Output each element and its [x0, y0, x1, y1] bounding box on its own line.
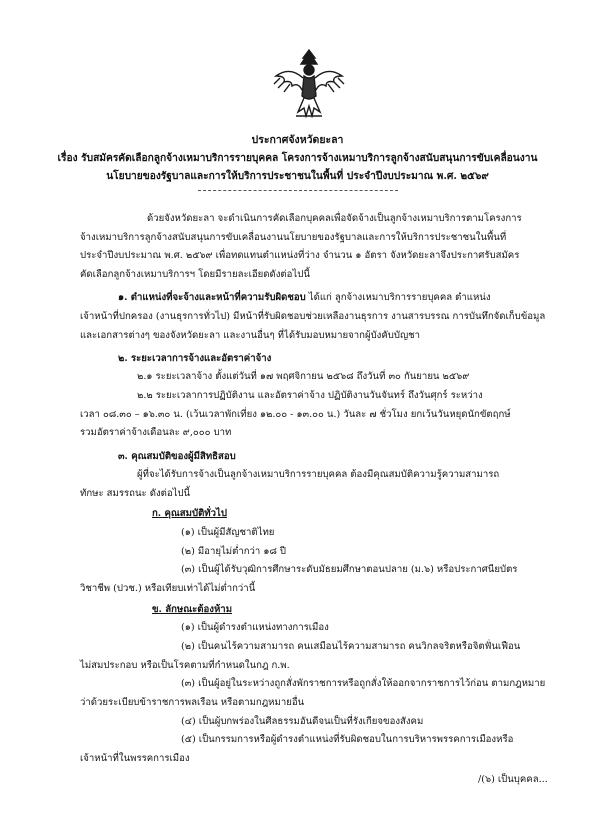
section-1-line-1-rest: ได้แก่ ลูกจ้างเหมาบริการรายบุคคล ตำแหน่ง	[305, 292, 491, 304]
intro-line-4: คัดเลือกลูกจ้างเหมาบริการฯ โดยมีรายละเอียดดังต่อไปนี้	[80, 269, 310, 281]
section-3-intro-line-1: ผู้ที่จะได้รับการจ้างเป็นลูกจ้างเหมาบริการรายบุคคล ต้องมีคุณสมบัติความรู้ความสามารถ	[137, 469, 500, 481]
section-2-item-2-line-3: รวมอัตราค่าจ้างเดือนละ ๙,๐๐๐ บาท	[80, 427, 232, 439]
intro-line-3: ประจำปีงบประมาณ พ.ศ. ๒๕๖๙ เพื่อทดแทนตำแหน่งที่ว่าง จำนวน ๑ อัตรา จังหวัดยะลาจึงประกาศรับสมัคร	[80, 250, 520, 262]
section-2-heading: ๒. ระยะเวลาการจ้างและอัตราค่าจ้าง	[118, 352, 272, 364]
intro-line-2: จ้างเหมาบริการลูกจ้างสนับสนุนการขับเคลื่อนงานนโยบายของรัฐบาลและการให้บริการประชาชนในพื้นที่	[80, 231, 507, 243]
section-1-heading: ๑. ตำแหน่งที่จะจ้างและหน้าที่ความรับผิดชอบ	[118, 292, 306, 304]
prohibition-item-5-cont: เจ้าหน้าที่ในพรรคการเมือง	[80, 753, 190, 764]
document-title: ประกาศจังหวัดยะลา	[251, 134, 344, 146]
qualification-item-2: (๒) มีอายุไม่ต่ำกว่า ๑๘ ปี	[181, 545, 286, 557]
subject-line-2: นโยบายของรัฐบาลและการให้บริการประชาชนในพื้นที่ ประจำปีงบประมาณ พ.ศ. ๒๕๖๙	[106, 170, 489, 182]
section-3-heading: ๓. คุณสมบัติของผู้มีสิทธิสอบ	[118, 450, 236, 462]
prohibitions-heading: ข. ลักษณะต้องห้าม	[152, 603, 233, 615]
section-1-line-2: เจ้าหน้าที่ปกครอง (งานธุรการทั่วไป) มีหน้าที่รับผิดชอบช่วยเหลืองานธุรการ งานสารบรรณ การบันทึกจัดเก็บข้อมูล	[80, 310, 546, 322]
title-divider	[198, 190, 398, 191]
section-2-item-2-line-2: เวลา ๐๘.๓๐ – ๑๖.๓๐ น. (เว้นเวลาพักเที่ยง ๑๒.๐๐ - ๑๓.๐๐ น.) วันละ ๗ ชั่วโมง ยกเว้นวันหยุดนักขัตฤกษ์	[80, 408, 511, 420]
section-3-intro-line-2: ทักษะ สมรรถนะ ดังต่อไปนี้	[80, 487, 191, 499]
qualifications-heading: ก. คุณสมบัติทั่วไป	[152, 508, 227, 520]
intro-line-1: ด้วยจังหวัดยะลา จะดำเนินการคัดเลือกบุคคลเพื่อจัดจ้างเป็นลูกจ้างเหมาบริการตามโครงการ	[147, 213, 522, 224]
prohibition-item-2-cont: ไม่สมประกอบ หรือเป็นโรคตามที่กำหนดในกฎ ก.พ.	[80, 659, 290, 671]
garuda-emblem	[270, 46, 348, 124]
prohibition-item-5: (๕) เป็นกรรมการหรือผู้ดำรงตำแหน่งที่รับผิดชอบในการบริหารพรรคการเมืองหรือ	[181, 734, 514, 746]
section-2-item-1: ๒.๑ ระยะเวลาจ้าง ตั้งแต่วันที่ ๑๗ พฤศจิกายน ๒๕๖๘ ถึงวันที่ ๓๐ กันยายน ๒๕๖๙	[137, 371, 470, 383]
prohibition-item-3-cont: ว่าด้วยระเบียบข้าราชการพลเรือน หรือตามกฎหมายอื่น	[80, 696, 305, 708]
qualification-item-3-cont: วิชาชีพ (ปวช.) หรือเทียบเท่าได้ไม่ต่ำกว่านี้	[80, 583, 256, 595]
qualification-item-1: (๑) เป็นผู้มีสัญชาติไทย	[181, 527, 275, 539]
section-1-line-3: และเอกสารต่างๆ ของจังหวัดยะลา และงานอื่นๆ ที่ได้รับมอบหมายจากผู้บังคับบัญชา	[80, 329, 421, 341]
prohibition-item-4: (๔) เป็นผู้บกพร่องในศีลธรรมอันดีจนเป็นที่รังเกียจของสังคม	[181, 715, 424, 727]
prohibition-item-3: (๓) เป็นผู้อยู่ในระหว่างถูกสั่งพักราชการหรือถูกสั่งให้ออกจากราชการไว้ก่อน ตามกฎหมาย	[181, 678, 546, 690]
prohibition-item-2: (๒) เป็นคนไร้ความสามารถ คนเสมือนไร้ความสามารถ คนวิกลจริตหรือจิตฟั่นเฟือน	[181, 640, 521, 652]
prohibition-item-1: (๑) เป็นผู้ดำรงตำแหน่งทางการเมือง	[181, 622, 329, 634]
continuation-marker: /(๖) เป็นบุคคล...	[478, 774, 548, 785]
section-1-first-line	[118, 291, 491, 305]
section-2-item-2-line-1: ๒.๒ ระยะเวลาการปฏิบัติงาน และอัตราค่าจ้าง ปฏิบัติงานวันจันทร์ ถึงวันศุกร์ ระหว่าง	[137, 390, 483, 402]
qualification-item-3: (๓) เป็นผู้ได้รับวุฒิการศึกษาระดับมัธยมศึกษาตอนปลาย (ม.๖) หรือประกาศนียบัตร	[181, 564, 518, 576]
subject-line-1: เรื่อง รับสมัครคัดเลือกลูกจ้างเหมาบริการรายบุคคล โครงการจ้างเหมาบริการลูกจ้างสนับสนุนการขับเคลื่อนงาน	[57, 152, 538, 164]
